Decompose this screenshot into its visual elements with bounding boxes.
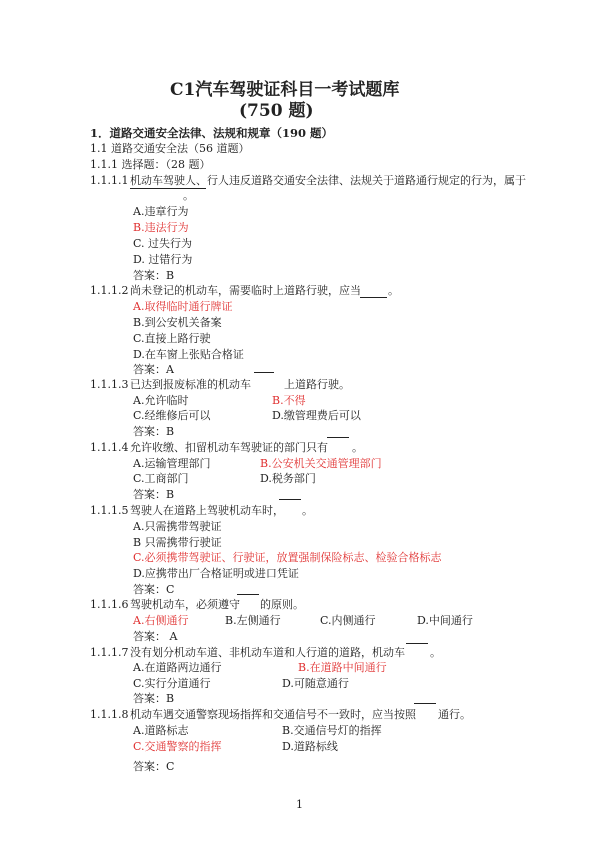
option: A.允许临时 bbox=[133, 394, 189, 407]
stem-underline bbox=[130, 188, 206, 189]
option: D.缴管理费后可以 bbox=[272, 409, 361, 422]
fill-blank bbox=[406, 643, 428, 644]
question-stem-end: 。 bbox=[388, 284, 399, 297]
answer: 答案： A bbox=[133, 630, 178, 643]
fill-blank bbox=[237, 594, 259, 595]
question-stem: 允许收缴、扣留机动车驾驶证的部门只有 bbox=[130, 441, 328, 454]
question-number: 1.1.1.3 bbox=[90, 378, 129, 391]
option: B 只需携带行驶证 bbox=[133, 536, 222, 549]
option-correct: C.交通警察的指挥 bbox=[133, 740, 222, 753]
option: A.违章行为 bbox=[133, 205, 189, 218]
subsubsection-heading: 1.1.1 选择题：（28 题） bbox=[90, 158, 211, 171]
answer: 答案：B bbox=[133, 692, 175, 705]
option-correct: B.违法行为 bbox=[133, 221, 189, 234]
option: D.在车窗上张贴合格证 bbox=[133, 348, 244, 361]
question-stem: 机动车驾驶人、行人违反道路交通安全法律、法规关于道路通行规定的行为，属于 bbox=[130, 174, 526, 187]
option: C. 过失行为 bbox=[133, 237, 193, 250]
question-stem-end: 。 bbox=[302, 504, 313, 517]
question-number: 1.1.1.8 bbox=[90, 708, 129, 721]
answer: 答案：B bbox=[133, 269, 175, 282]
fill-blank bbox=[279, 499, 301, 500]
question-number: 1.1.1.5 bbox=[90, 504, 129, 517]
option: A.在道路两边通行 bbox=[133, 661, 222, 674]
option: C.实行分道通行 bbox=[133, 677, 211, 690]
option-correct: C.必须携带驾驶证、行驶证，放置强制保险标志、检验合格标志 bbox=[133, 551, 442, 564]
question-number: 1.1.1.4 bbox=[90, 441, 129, 454]
section-heading: 1．道路交通安全法律、法规和规章（190 题） bbox=[90, 126, 334, 140]
question-stem: 尚未登记的机动车，需要临时上道路行驶，应当 bbox=[130, 284, 361, 297]
answer: 答案：A bbox=[133, 363, 174, 376]
question-number: 1.1.1.1 bbox=[90, 174, 129, 187]
option: A.运输管理部门 bbox=[133, 457, 211, 470]
question-stem-end: 。 bbox=[430, 646, 441, 659]
option: A.道路标志 bbox=[133, 724, 189, 737]
option-correct: B.不得 bbox=[272, 394, 306, 407]
option: D. 过错行为 bbox=[133, 253, 193, 266]
option: B.到公安机关备案 bbox=[133, 316, 222, 329]
option: D.中间通行 bbox=[417, 614, 473, 627]
answer: 答案：B bbox=[133, 425, 175, 438]
option: D.应携带出厂合格证明或进口凭证 bbox=[133, 567, 299, 580]
subsection-heading: 1.1 道路交通安全法（56 道题） bbox=[90, 142, 250, 155]
option: C.内侧通行 bbox=[320, 614, 376, 627]
question-stem: 机动车遇交通警察现场指挥和交通信号不一致时，应当按照 bbox=[130, 708, 416, 721]
question-stem-end: 。 bbox=[352, 441, 363, 454]
question-stem-end: 上道路行驶。 bbox=[284, 378, 350, 391]
document-title: C1汽车驾驶证科目一考试题库 bbox=[170, 80, 400, 100]
fill-blank bbox=[414, 703, 436, 704]
option: D.税务部门 bbox=[260, 472, 316, 485]
option: B.交通信号灯的指挥 bbox=[282, 724, 382, 737]
fill-blank bbox=[360, 297, 387, 298]
option: C.直接上路行驶 bbox=[133, 332, 211, 345]
page-number: 1 bbox=[296, 798, 303, 811]
answer: 答案：B bbox=[133, 488, 175, 501]
question-stem-end: 的原则。 bbox=[260, 598, 304, 611]
question-stem: 驾驶人在道路上驾驶机动车时， bbox=[130, 504, 284, 517]
option: C.工商部门 bbox=[133, 472, 189, 485]
question-stem-end: 通行。 bbox=[438, 708, 471, 721]
question-number: 1.1.1.2 bbox=[90, 284, 129, 297]
question-number: 1.1.1.6 bbox=[90, 598, 129, 611]
question-stem: 没有划分机动车道、非机动车道和人行道的道路，机动车 bbox=[130, 646, 405, 659]
fill-blank bbox=[254, 372, 274, 373]
question-stem: 驾驶机动车，必须遵守 bbox=[130, 598, 240, 611]
fill-blank bbox=[327, 437, 349, 438]
option: D.可随意通行 bbox=[282, 677, 349, 690]
answer: 答案：C bbox=[133, 760, 175, 773]
answer: 答案：C bbox=[133, 583, 175, 596]
option: B.左侧通行 bbox=[225, 614, 281, 627]
option: C.经维修后可以 bbox=[133, 409, 211, 422]
option: D.道路标线 bbox=[282, 740, 338, 753]
option-correct: A.右侧通行 bbox=[133, 614, 189, 627]
option-correct: B.在道路中间通行 bbox=[298, 661, 387, 674]
option: A.只需携带驾驶证 bbox=[133, 520, 222, 533]
question-stem-continuation: 。 bbox=[183, 189, 194, 202]
document-subtitle: (750 题) bbox=[239, 101, 314, 121]
option-correct: A.取得临时通行牌证 bbox=[133, 300, 233, 313]
question-number: 1.1.1.7 bbox=[90, 646, 129, 659]
option-correct: B.公安机关交通管理部门 bbox=[260, 457, 382, 470]
question-stem: 已达到报废标准的机动车 bbox=[130, 378, 251, 391]
